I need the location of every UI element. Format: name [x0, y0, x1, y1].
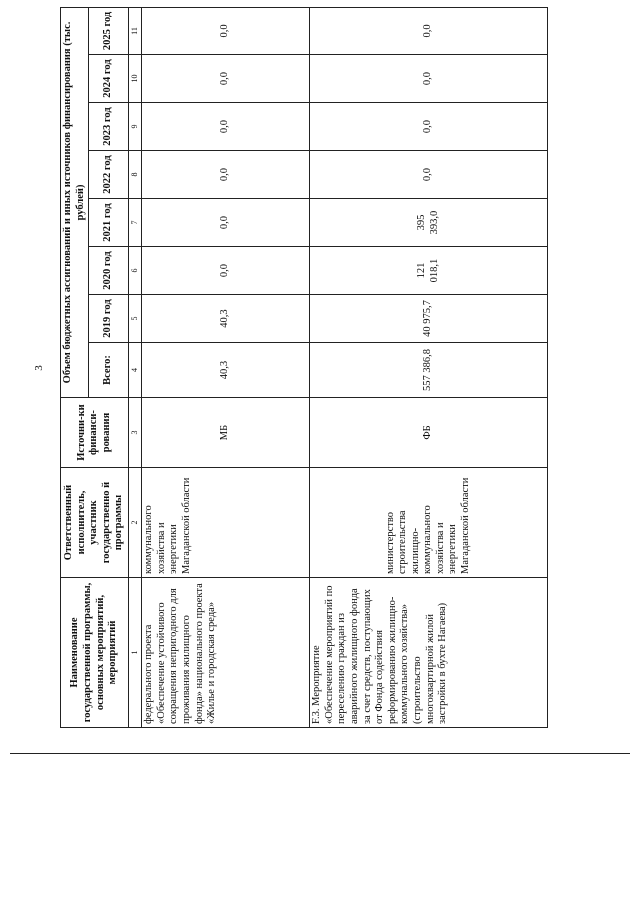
- row-total: 40,3: [142, 343, 310, 398]
- header-year-2024: 2024 год: [89, 55, 129, 103]
- column-number: 7: [129, 199, 142, 247]
- row-2025: 0,0: [310, 7, 548, 54]
- header-executor: Ответственный исполнитель, участник государственно й программы: [61, 468, 129, 578]
- column-number: 2: [129, 468, 142, 578]
- column-number: 10: [129, 55, 142, 103]
- header-year-2022: 2022 год: [89, 151, 129, 199]
- row-executor: министерство строительства жилищно-коммунального хозяйства и энергетики Магаданской области: [310, 468, 548, 578]
- row-2022: 0,0: [310, 151, 548, 199]
- funding-table-rotated: [60, 8, 548, 728]
- column-number-row: [129, 7, 142, 727]
- row-2023: 0,0: [310, 103, 548, 151]
- row-2020: 121 018,1: [310, 247, 548, 295]
- header-funding-volume: Объем бюджетных ассигнований и иных источников финансирования (тыс. рублей): [61, 7, 89, 397]
- row-funding-source: ФБ: [310, 398, 548, 468]
- header-year-2025: 2025 год: [89, 7, 129, 54]
- row-2020: 0,0: [142, 247, 310, 295]
- header-total: Всего:: [89, 343, 129, 398]
- header-year-2021: 2021 год: [89, 199, 129, 247]
- row-funding-source: МБ: [142, 398, 310, 468]
- row-2021: 395 393,0: [310, 199, 548, 247]
- column-number: 1: [129, 578, 142, 728]
- page-number: 3: [32, 365, 45, 371]
- row-program-name: федерального проекта «Обеспечение устойчивого сокращения непригодного для проживания жилищного фонда» национального проекта «Жилье и городская среда»: [142, 578, 310, 728]
- row-executor: коммунального хозяйства и энергетики Магаданской области: [142, 468, 310, 578]
- header-year-2020: 2020 год: [89, 247, 129, 295]
- header-year-2023: 2023 год: [89, 103, 129, 151]
- header-year-2019: 2019 год: [89, 295, 129, 343]
- table-row: [142, 7, 310, 727]
- column-number: 8: [129, 151, 142, 199]
- column-number: 6: [129, 247, 142, 295]
- header-funding-source: Источни-ки финанси-рования: [61, 398, 129, 468]
- column-number: 3: [129, 398, 142, 468]
- row-2024: 0,0: [310, 55, 548, 103]
- row-total: 557 386,8: [310, 343, 548, 398]
- column-number: 5: [129, 295, 142, 343]
- funding-table: [60, 7, 548, 728]
- row-2023: 0,0: [142, 103, 310, 151]
- row-2019: 40,3: [142, 295, 310, 343]
- table-row: [310, 7, 548, 727]
- row-2025: 0,0: [142, 7, 310, 54]
- row-program-name: F.3. Мероприятие «Обеспечение мероприятий по переселению граждан из аварийного жилищного фонда за счет средств, поступающих от Фонда содействия реформированию жилищно-коммунального хозяйства» (строительство многоквартирной жилой застройки в бухте Нагаева): [310, 578, 548, 728]
- row-2024: 0,0: [142, 55, 310, 103]
- row-2021: 0,0: [142, 199, 310, 247]
- column-number: 9: [129, 103, 142, 151]
- header-program-name: Наименование государственной программы, основных мероприятий, мероприятий: [61, 578, 129, 728]
- row-2022: 0,0: [142, 151, 310, 199]
- row-2019: 40 975,7: [310, 295, 548, 343]
- column-number: 11: [129, 7, 142, 54]
- column-number: 4: [129, 343, 142, 398]
- page-divider: [10, 753, 630, 754]
